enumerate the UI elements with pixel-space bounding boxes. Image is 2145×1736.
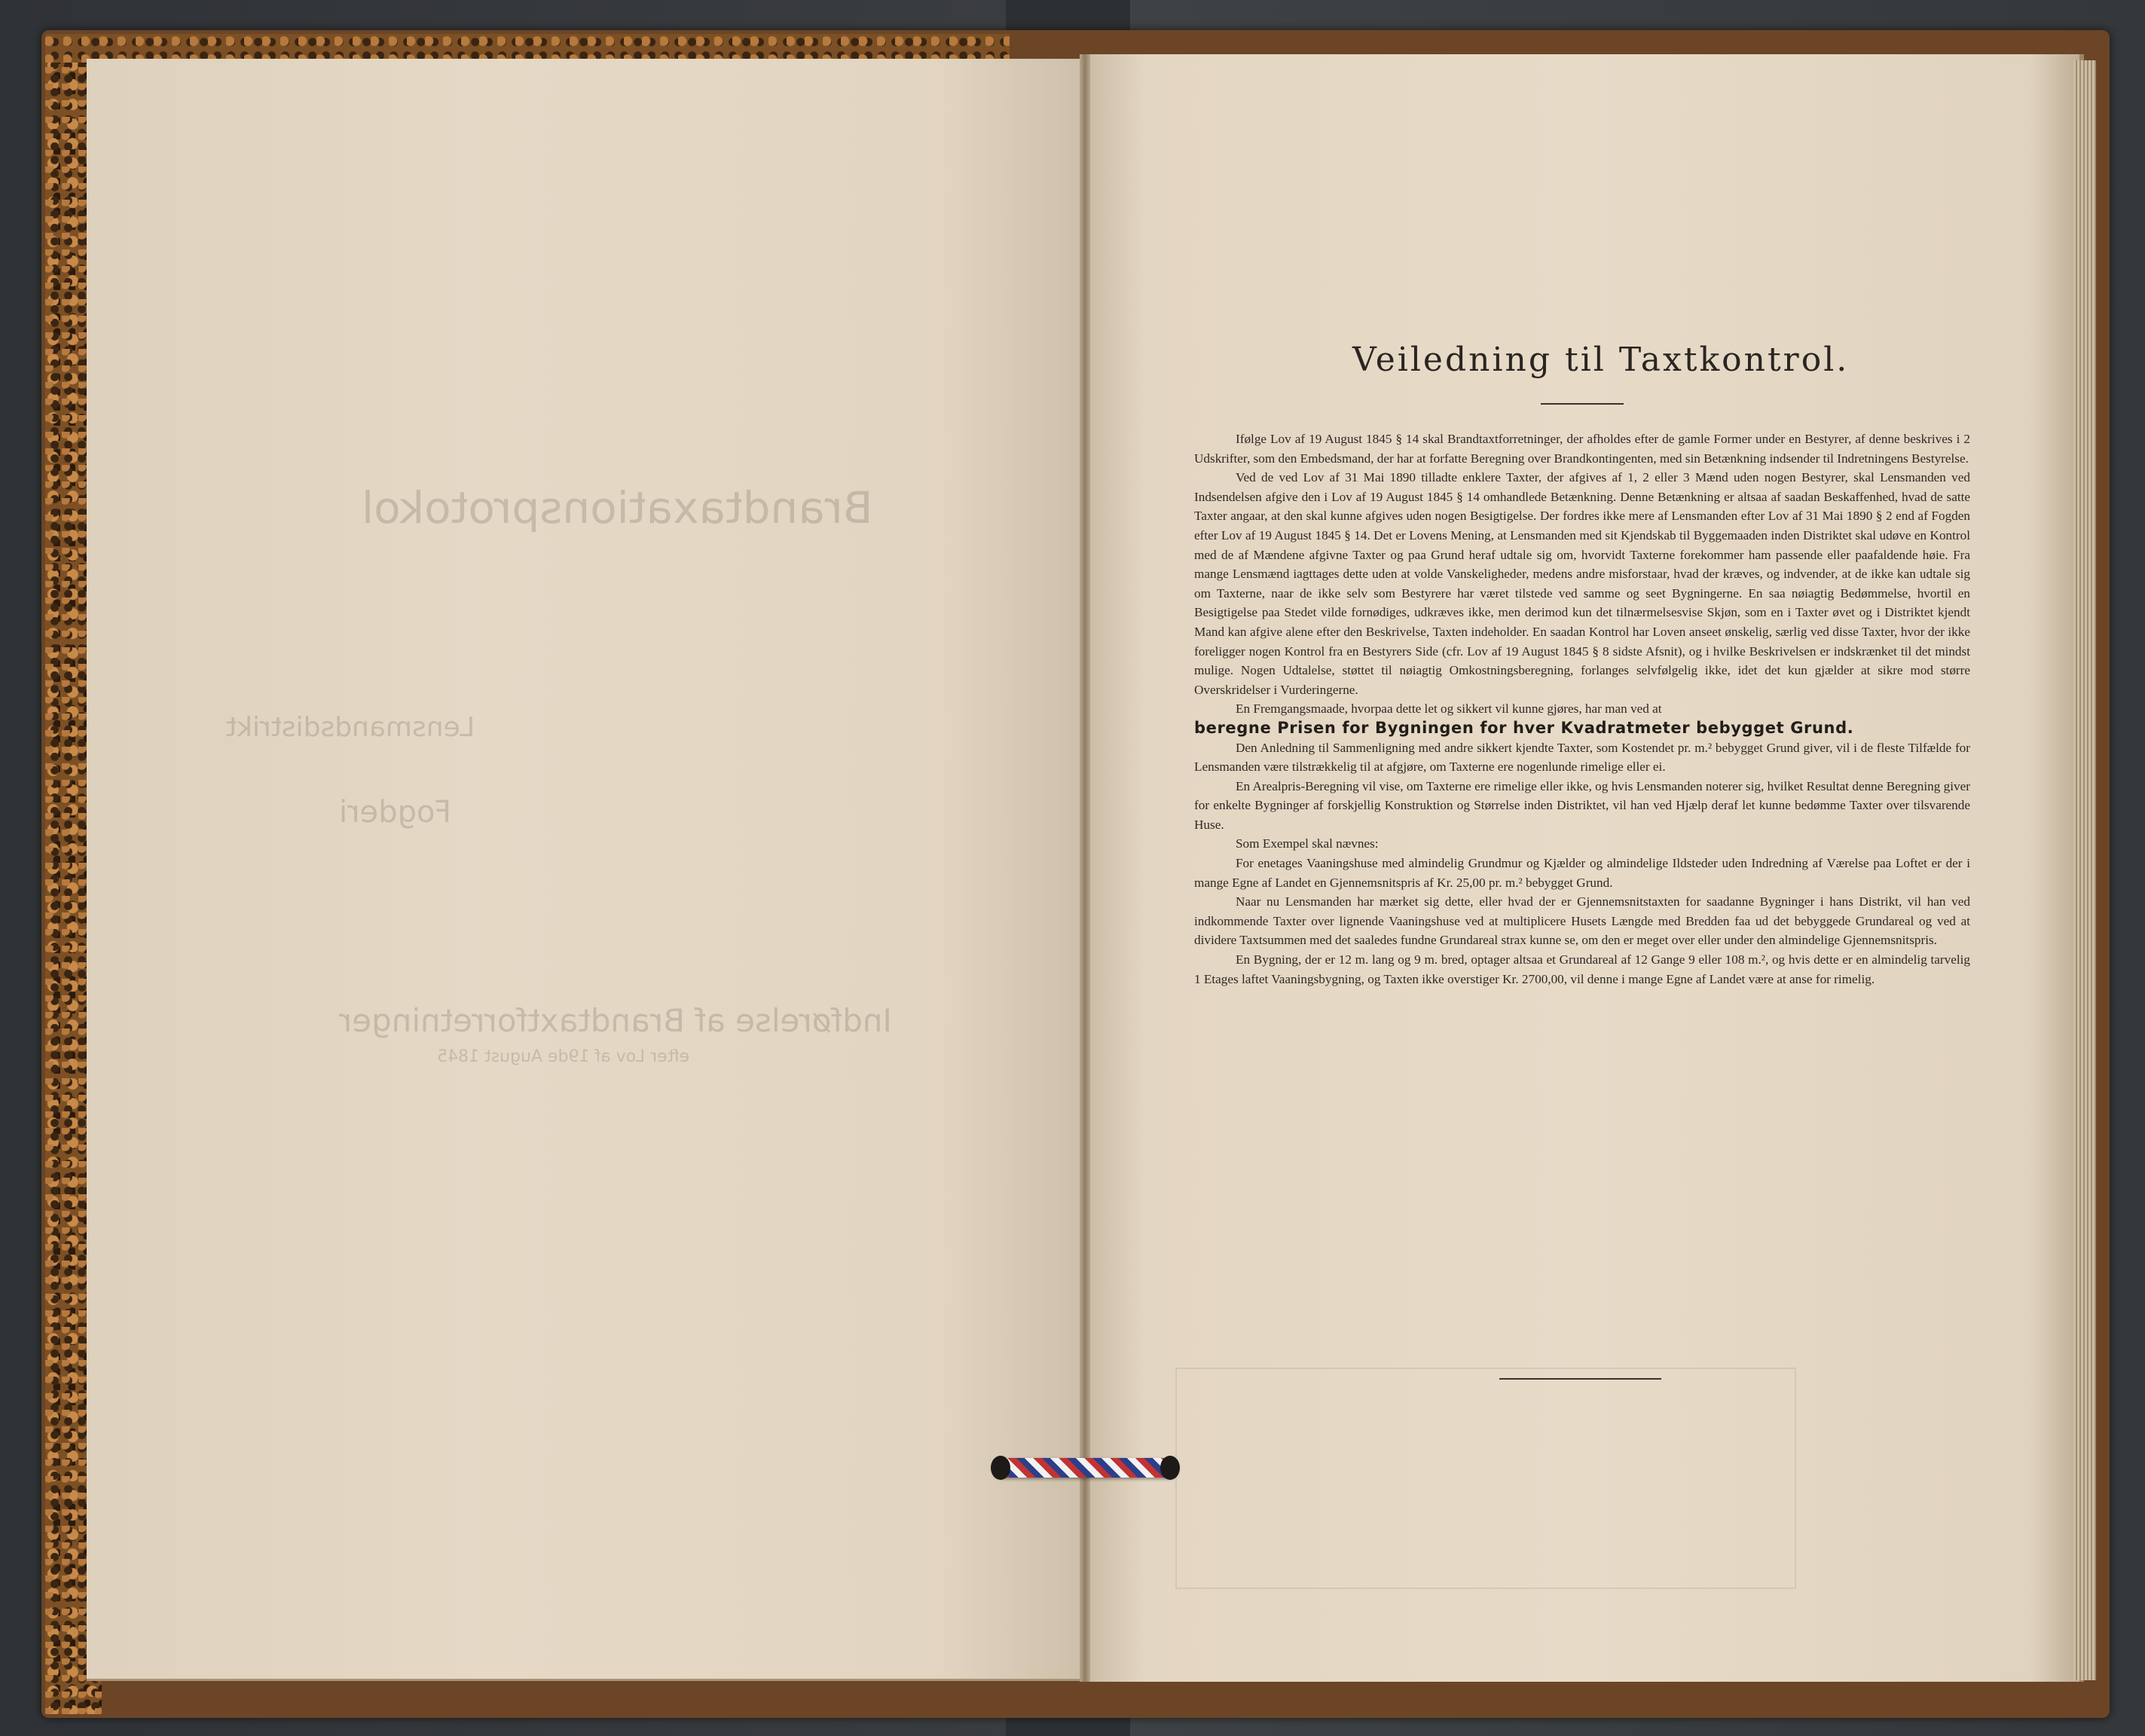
thread-hole-right [1160,1456,1180,1480]
paragraph: Den Anledning til Sammenligning med andre sikkert kjendte Taxter, som Kostendet pr. m.² bebygget Grund giver, vil i de fleste Tilfælde for Lensmanden være tilstrækkelig til at afgjøre, om Taxterne ere nogenlunde rimelige eller ei. [1194,740,1970,775]
bleedthrough-title: Brandtaxationsprotokol [362,482,873,533]
paragraph: Ved de ved Lov af 31 Mai 1890 tilladte enklere Taxter, der afgives af 1, 2 eller 3 Mænd uden nogen Bestyrer, skal Lensmanden ved Indsendelsen afgive den i Lov af 19 August 1845 § 14 omhandlede Betænkning. Denne Betænkning er altsaa af saadan Beskaffenhed, hvad de satte Taxter angaar, at den skal kunne afgives uden nogen Besigtigelse. Der fordres ikke mere af Lensmanden efter Lov af 31 Mai 1890 § 2 end af Fogden efter Lov af 19 August 1845 § 14. Det er Lovens Mening, at Lensmanden med sit Kjendskab til Byggemaaden inden Distriktet skal udøve en Kontrol med de af Mændene afgivne Taxter og paa Grund heraf udtale sig om, hvorvidt Taxterne forekommer ham passende eller paafaldende høie. Fra mange Lensmænd iagttages dette uden at volde Vanskeligheder, medens andre misforstaar, hvad der kræves, og indvender, at de ikke kan udtale sig om Taxterne, naar de ikke selv som Bestyrere har været tilstede ved samme og seet Bygningerne. En saa nøiagtig Bedømmelse, hvortil en Besigtigelse paa Stedet vilde fornødiges, udkræves ikke, men derimod kun det tilnærmelsesvise Skjøn, som en i Taxter øvet og i Distriktet kjendt Mand kan afgive alene efter den Beskrivelse, Taxten indeholder. En saadan Kontrol har Loven anseet ønskelig, særlig ved disse Taxter, hvor der ikke foreligger nogen Kontrol fra en Bestyrers Side (cfr. Lov af 19 August 1845 § 8 sidste Afsnit), og i hvilke Beskrivelsen er indskrænket til det mindst mulige. Nogen Udtalelse, støttet til nøiagtig Omkostningsberegning, forlanges selvfølgelig ikke, idet det kun gjælder at sikre mod større Overskridelser i Vurderingerne. [1194,470,1970,697]
thread-hole-left [991,1456,1010,1480]
page-edges [2073,60,2096,1680]
paragraph: For enetages Vaaningshuse med almindelig Grundmur og Kjælder og almindelige Ildsteder uden Indredning af Værelse paa Loftet er der i mange Egne af Landet en Gjennemsnitspris af Kr. 25,00 pr. m.² bebygget Grund. [1194,856,1970,890]
paragraph: En Fremgangsmaade, hvorpaa dette let og sikkert vil kunne gjøres, har man ved at [1236,701,1662,717]
book-gutter [1080,54,1090,1682]
emphasized-rule: beregne Prisen for Bygningen for hver Kvadratmeter bebygget Grund. [1194,718,1854,737]
bleedthrough-district: Lensmandsdistrikt [226,712,475,743]
binding-thread [993,1458,1178,1478]
paragraph: En Arealpris-Beregning vil vise, om Taxterne ere rimelige eller ikke, og hvis Lensmanden noterer sig, hvilket Resultat denne Beregning giver for enkelte Bygninger af forskjellig Konstruktion og Størrelse inden Distriktet, vil han ved Hjælp deraf let kunne bedømme Taxter over tilsvarende Huse. [1194,778,1970,832]
bleedthrough-fogderi: Fogderi [339,795,452,830]
instruction-text [1194,429,1970,989]
left-page [87,59,1085,1681]
paragraph: Som Exempel skal nævnes: [1236,836,1379,851]
paragraph: Ifølge Lov af 19 August 1845 § 14 skal Brandtaxtforretninger, der afholdes efter de gamle Former under en Bestyrer, af denne beskrives i 2 Udskrifter, som den Embedsmand, der har at forfatte Beregning over Brandkontingenten, med sin Betænkning indsender til Indretningens Bestyrelse. [1194,432,1970,466]
bleedthrough-heading: Indførelse af Brandtaxtforretninger [339,1002,892,1039]
bleedthrough-table [1175,1368,1796,1589]
paragraph: En Bygning, der er 12 m. lang og 9 m. bred, optager altsaa et Grundareal af 12 Gange 9 eller 108 m.², og hvis dette er en almindelig tarvelig 1 Etages laftet Vaaningsbygning, og Taxten ikke overstiger Kr. 2700,00, vil denne i mange Egne af Landet være at anse for rimelig. [1194,952,1970,986]
bleedthrough-subheading: efter Lov af 19de August 1845 [437,1047,690,1066]
title-rule [1541,403,1624,405]
paragraph: Naar nu Lensmanden har mærket sig dette, eller hvad der er Gjennemsnitstaxten for saadanne Bygninger i hans Distrikt, vil han ved indkommende Taxter over lignende Vaaningshuse ved at multiplicere Husets Længde med Bredden faa ud det bebyggede Grundareal og ved at dividere Taxtsummen med det saaledes fundne Grundareal strax kunne se, om den er meget over eller under den almindelige Gjennemsnitspris. [1194,894,1970,948]
page-title: Veiledning til Taxtkontrol. [1352,341,1850,379]
